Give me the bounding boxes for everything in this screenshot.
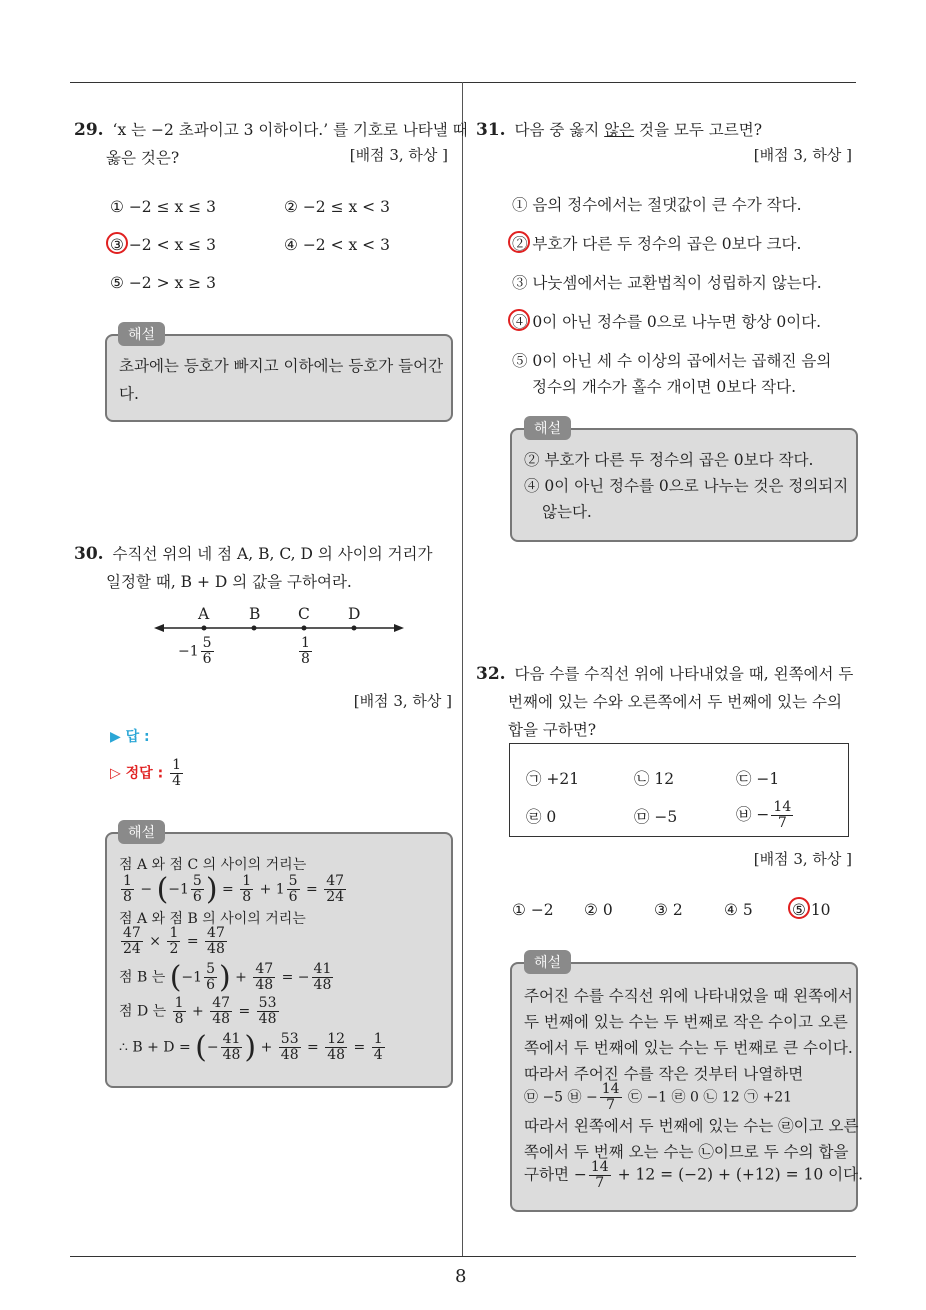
q32-item-6-num: 14 xyxy=(773,799,792,815)
q30-label-a-num: 5 xyxy=(202,635,212,651)
q32-item-5: ㉤ −5 xyxy=(634,808,678,826)
q29-number: 29. xyxy=(74,120,104,140)
q30-expl6-prefix: 점 D 는 xyxy=(119,1003,167,1020)
q31-expl-line1: ② 부호가 다른 두 정수의 곱은 0보다 작다. xyxy=(524,451,814,469)
q32-line1: 다음 수를 수직선 위에 나타내었을 때, 왼쪽에서 두 xyxy=(514,665,854,683)
q32-item-1: ㉠ +21 xyxy=(526,770,580,788)
q29-explanation-box xyxy=(105,334,453,422)
q30-point-c: C xyxy=(298,605,310,623)
q30-expl-line1: 점 A 와 점 C 의 사이의 거리는 xyxy=(119,857,307,873)
q32-explanation-box xyxy=(510,962,864,1212)
q32-expl-seq-a: ㉤ −5 ㉥ − xyxy=(524,1089,598,1106)
q31-option-5-cont: 정수의 개수가 홀수 개이면 0보다 작다. xyxy=(532,378,797,396)
q30-expl-eq3: 점 B 는 (−1 $\frac{5}{6}$ ) + $\frac{47}{48}$ = − $\frac{41}{48}$ xyxy=(119,960,332,995)
q30-correct-row xyxy=(110,758,185,789)
q30-explanation-box xyxy=(105,832,453,1088)
q29-meta: [배점 3, 하상 ] xyxy=(349,146,448,164)
q30-correct-den: 4 xyxy=(172,773,182,789)
q30-expl-eq4: 점 D 는 $\frac{1}{8}$ + $\frac{47}{48}$ = $\frac{53}{48}$ xyxy=(119,995,277,1027)
q31-answer-mark-4 xyxy=(508,309,530,331)
q30-point-a: A xyxy=(198,605,210,623)
q32-explanation-tag: 해설 xyxy=(524,950,571,974)
q32-expl-last-a: 구하면 − xyxy=(524,1165,587,1184)
q31-option-4[interactable]: ④ 0이 아닌 정수를 0으로 나누면 항상 0이다. xyxy=(512,313,822,331)
q29-line1: ‘x 는 −2 초과이고 3 이하이다.’ 를 기호로 나타낼 때 xyxy=(112,121,468,139)
q29-stem xyxy=(74,116,468,144)
q30-answer-label: ▶ 답 : xyxy=(110,729,150,745)
top-rule xyxy=(70,82,856,83)
q29-line2: 옳은 것은? xyxy=(106,149,180,167)
q29-option-3[interactable]: ③ −2 < x ≤ 3 xyxy=(110,236,216,254)
q32-item-4: ㉣ 0 xyxy=(526,808,557,826)
q32-number: 32. xyxy=(476,664,506,684)
q32-item-6-den: 7 xyxy=(777,815,787,831)
q31-option-3[interactable]: ③ 나눗셈에서는 교환법칙이 성립하지 않는다. xyxy=(512,274,822,292)
q30-expl5-prefix: 점 B 는 xyxy=(119,969,166,986)
q32-item-6-prefix: ㉥ − xyxy=(736,805,770,824)
q30-stem xyxy=(74,540,433,568)
q32-option-1[interactable]: ① −2 xyxy=(512,901,554,919)
q29-option-2[interactable]: ② −2 ≤ x < 3 xyxy=(284,198,390,216)
q32-line3: 합을 구하면? xyxy=(508,721,597,739)
q32-expl-line4: 따라서 주어진 수를 작은 것부터 나열하면 xyxy=(524,1065,804,1083)
q31-line1-a: 다음 중 옳지 xyxy=(514,121,605,139)
q30-correct-label: ▷ 정답 : xyxy=(110,765,164,782)
q32-expl-last: 구하면 − $\frac{14}{7}$ + 12 = (−2) + (+12) = 10 이다. xyxy=(524,1159,864,1191)
q32-expl-last-b: + 12 = (−2) + (+12) = 10 이다. xyxy=(617,1165,864,1184)
q32-expl-line6: 따라서 왼쪽에서 두 번째에 있는 수는 ㉣이고 오른 xyxy=(524,1117,859,1135)
q29-option-5[interactable]: ⑤ −2 > x ≥ 3 xyxy=(110,274,216,292)
q31-option-1[interactable]: ① 음의 정수에서는 절댓값이 큰 수가 작다. xyxy=(512,196,802,214)
q31-option-5[interactable]: ⑤ 0이 아닌 세 수 이상의 곱에서는 곱해진 음의 xyxy=(512,352,832,370)
q32-item-6 xyxy=(736,800,795,831)
q32-items-box xyxy=(509,743,849,837)
q30-line2: 일정할 때, B + D 의 값을 구하여라. xyxy=(106,573,352,591)
q31-meta: [배점 3, 하상 ] xyxy=(753,146,852,164)
q31-option-2[interactable]: ② 부호가 다른 두 정수의 곱은 0보다 크다. xyxy=(512,235,802,253)
q31-stem xyxy=(476,116,762,144)
q30-meta: [배점 3, 하상 ] xyxy=(353,692,452,710)
q32-option-5[interactable]: ⑤ 10 xyxy=(792,901,831,919)
q30-expl-eq5: ∴ B + D = (− $\frac{41}{48}$ ) + $\frac{53}{48}$ = $\frac{12}{48}$ = $\frac{1}{4}$ xyxy=(119,1030,383,1065)
q29-answer-mark xyxy=(106,232,128,254)
page-number: 8 xyxy=(455,1266,467,1287)
q30-correct-num: 1 xyxy=(172,757,182,773)
q31-line1-underlined: 않은 xyxy=(604,121,635,139)
q30-expl7-prefix: ∴ B + D = xyxy=(119,1039,191,1056)
q30-line1: 수직선 위의 네 점 A, B, C, D 의 사이의 거리가 xyxy=(112,545,433,563)
q32-expl-line7: 쪽에서 두 번째 오는 수는 ㉡이므로 두 수의 합을 xyxy=(524,1143,849,1161)
column-divider xyxy=(462,82,463,1257)
q32-expl-line3: 쪽에서 두 번째에 있는 수는 두 번째로 큰 수이다. xyxy=(524,1039,853,1057)
q32-line2: 번째에 있는 수와 오른쪽에서 두 번째에 있는 수의 xyxy=(508,693,842,711)
q32-expl-seq-b: ㉢ −1 ㉣ 0 ㉡ 12 ㉠ +21 xyxy=(628,1089,793,1106)
q31-answer-mark-2 xyxy=(508,231,530,253)
q29-expl-line1: 초과에는 등호가 빠지고 이하에는 등호가 들어간 xyxy=(119,357,444,375)
q30-label-a-whole: −1 xyxy=(178,643,199,660)
q32-option-3[interactable]: ③ 2 xyxy=(654,901,683,919)
q30-point-b: B xyxy=(249,605,261,623)
q31-explanation-box xyxy=(510,428,858,542)
q32-expl-line1: 주어진 수를 수직선 위에 나타내었을 때 왼쪽에서 xyxy=(524,987,854,1005)
q30-label-c xyxy=(297,636,314,667)
q30-label-a-den: 6 xyxy=(202,651,212,667)
q31-explanation-tag: 해설 xyxy=(524,416,571,440)
q29-option-1[interactable]: ① −2 ≤ x ≤ 3 xyxy=(110,198,216,216)
q32-item-2: ㉡ 12 xyxy=(634,770,675,788)
q32-item-3: ㉢ −1 xyxy=(736,770,780,788)
q29-explanation-tag: 해설 xyxy=(118,322,165,346)
q32-stem xyxy=(476,660,853,688)
q31-expl-line3: 않는다. xyxy=(542,503,592,521)
q30-label-c-den: 8 xyxy=(301,651,310,667)
q32-meta: [배점 3, 하상 ] xyxy=(753,850,852,868)
bottom-rule xyxy=(70,1256,856,1257)
q30-number: 30. xyxy=(74,544,104,564)
q30-point-d: D xyxy=(348,605,361,623)
q32-option-4[interactable]: ④ 5 xyxy=(724,901,753,919)
q32-answer-mark xyxy=(788,897,810,919)
q29-option-4[interactable]: ④ −2 < x < 3 xyxy=(284,236,390,254)
q32-option-2[interactable]: ② 0 xyxy=(584,901,613,919)
q30-explanation-tag: 해설 xyxy=(118,820,165,844)
q31-number: 31. xyxy=(476,120,506,140)
q32-expl-line2: 두 번째에 있는 수는 두 번째로 작은 수이고 오른 xyxy=(524,1013,848,1031)
q29-expl-line2: 다. xyxy=(119,385,139,403)
q30-expl-eq2: $\frac{47}{24}$ × $\frac{1}{2}$ = $\frac{47}{48}$ xyxy=(123,925,225,957)
q30-label-a xyxy=(178,636,216,667)
q30-expl-eq1: $\frac{1}{8}$ − (−1 $\frac{5}{6}$ ) = $\frac{1}{8}$ + 1 $\frac{5}{6}$ = $\frac{47}{24}$ xyxy=(123,872,345,907)
q31-expl-line2: ④ 0이 아닌 정수를 0으로 나누는 것은 정의되지 xyxy=(524,477,849,495)
q32-expl-seq: ㉤ −5 ㉥ − $\frac{14}{7}$ ㉢ −1 ㉣ 0 ㉡ 12 ㉠ +21 xyxy=(524,1081,793,1113)
q30-label-c-num: 1 xyxy=(301,635,310,651)
q30-expl-line3: 점 A 와 점 B 의 사이의 거리는 xyxy=(119,911,306,927)
q31-line1-b: 것을 모두 고르면? xyxy=(634,121,763,139)
q30-answer-row xyxy=(110,726,150,746)
